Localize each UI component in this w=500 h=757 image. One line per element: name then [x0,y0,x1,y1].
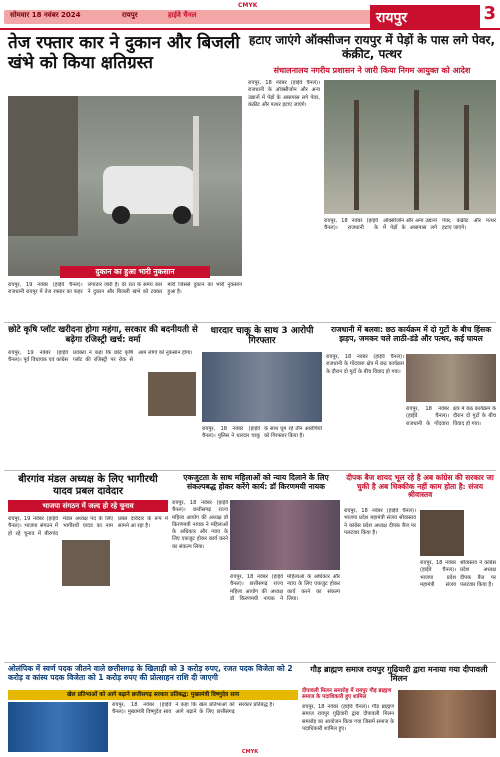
knife-photo [202,352,322,422]
rajdhani-photo [406,354,496,402]
rajdhani-body: रायपुर, 18 नवंबर (हाईवे चैनल)। राजधानी के गोंदवारा क्षेत्र में छठ कार्यक्रम के दौरान दो गुटों के बीच विवाद हो गया। [326,354,404,375]
rajdhani-body-cont: रायपुर, 18 नवंबर (हाईवे चैनल)। राजधानी के गोंदवारा क्षेत्र में छठ कार्यक्रम के दौरान दो गुटों के बीच विवाद हो गया। [406,406,496,427]
masthead [0,0,500,30]
masthead-date: सोमवार 18 नवंबर 2024 [10,11,81,19]
deepak-headline: दीपक बैज शायद भूल रहे है अब कांग्रेस की सरकार जा चुकी है अब धिक्कीक नहीं काम होता है: संजय श्रीवास्तव [346,473,494,500]
oxygen-headline: हटाए जाएंगे ऑक्सीजन रायपुर में पेड़ों के पास लगे पेवर, कंक्रीट, पत्थर [248,33,496,61]
deepak-body: रायपुर, 18 नवंबर (हाईवे चैनल)। भाजपा प्रदेश महामंत्री संजय श्रीवास्तव ने कांग्रेस प्रदेश अध्यक्ष दीपक बैज पर पलटवार किया है। [344,508,416,536]
deepak-portrait [420,510,464,556]
gaud-photo [398,690,496,738]
car-photo-caption: दुकान का हुआ भारी नुकसान [60,266,210,278]
oxygen-subhead: संचालनालय नगरीय प्रशासन ने जारी किया निगम आयुक्त को आदेश [273,66,471,75]
olympic-banner: खेल प्रतिभाओं को आगे बढ़ाने छत्तीसगढ़ सरकार प्रतिबद्ध: मुख्यमंत्री विष्णुदेव साय [8,690,298,700]
gaud-subhead: दीपावली मिलन समारोह में रायपुर गौड़ ब्राह्मण समाज के पदाधिकारी हुए शामिल [302,688,392,701]
plot-headline: छोटे कृषि प्लॉट खरीदना होगा महंगा, सरकार की बदनीयती से बढ़ेगा रजिस्ट्री खर्च: वर्मा [8,325,198,345]
masthead-brand: हाईवे चैनल [168,11,197,19]
plot-portrait [148,372,196,416]
car-photo [8,96,242,276]
olympic-body: रायपुर, 18 नवंबर (हाईवे चैनल)। मुख्यमंत्री विष्णुदेव साय ने कहा कि खेल प्रतिभाओं को आगे बढ़ाने के लिए छत्तीसगढ़ सरकार प्रतिबद्ध है। [112,702,275,716]
page-number: 3 [483,3,496,24]
divider [4,470,496,471]
divider [4,662,496,663]
cmyk-footer: CMYK [241,749,259,755]
beerganv-banner: भाजपा संगठन में जल्द हो रहे चुनाव [8,500,168,512]
ekjutata-photo [230,500,340,570]
oxygen-photo [324,80,496,214]
deepak-body-cont: रायपुर, 18 नवंबर (हाईवे चैनल)। भाजपा प्रदेश महामंत्री संजय श्रीवास्तव ने कांग्रेस प्रदेश अध्यक्ष दीपक बैज पर पलटवार किया है। [420,560,496,588]
olympic-headline: ओलंपिक में स्वर्ण पदक जीतने वाले छत्तीसगढ़ के खिलाड़ी को 3 करोड़ रुपए, रजत पदक विजेता को 2 करोड़ व कांस्य पदक विजेता को 1 करोड़ रुपए की प्रोत्साहन राशि दी जाएगी [8,664,293,682]
olympic-photo [8,702,108,752]
gaud-body: रायपुर, 18 नवंबर (हाईवे चैनल)। गौड़ ब्राह्मण समाज रायपुर गुढ़ियारी द्वारा दीपावली मिलन समारोह का आयोजन किया गया जिसमें समाज के पदाधिकारी शामिल हुए। [302,704,394,732]
gaud-headline: गौड़ ब्राह्मण समाज रायपुर गुढ़ियारी द्वारा मनाया गया दीपावली मिलन [310,665,488,684]
beerganv-portrait [62,540,110,586]
ekjutata-body: रायपुर, 18 नवंबर (हाईवे चैनल)। छत्तीसगढ़ राज्य महिला आयोग की अध्यक्ष डॉ किरणमयी नायक ने महिलाओं के अधिकार और न्याय के लिए एकजुट होकर कार्य करने का संकल्प लिया। [172,500,228,550]
divider [4,322,496,323]
masthead-city-small: रायपुर [122,11,138,19]
city-tag: रायपुर [370,5,480,29]
car-body: रायपुर, 19 नवंबर (हाईवे चैनल)। राजधानी रायपुर में तेज रफ्तार का कहर लगातार जारी है। देर रात के समय कार ने दुकान और बिजली खंभे को टक्कर मारी जिससे दुकान का भारी नुकसान हुआ है। [8,282,242,296]
rajdhani-headline: राजधानी में बलवा: छठ कार्यक्रम में दो गुटों के बीच हिंसक झड़प, जमकर चले लाठी-डंडे और पत्थर, कई घायल [330,325,492,343]
beerganv-body: रायपुर, 19 नवंबर (हाईवे चैनल)। भाजपा संगठन में हो रहे चुनाव में बीरगांव मंडल अध्यक्ष पद के लिए भागीरथी यादव का नाम प्रबल दावेदार के रूप में सामने आ रहा है। [8,516,168,537]
knife-body: रायपुर, 18 नवंबर (हाईवे चैनल)। पुलिस ने धारदार चाकू के साथ घूम रहे तीन आरोपियों को गिरफ्तार किया है। [202,426,322,440]
ekjutata-body-cont: रायपुर, 18 नवंबर (हाईवे चैनल)। छत्तीसगढ़ राज्य महिला आयोग की अध्यक्ष डॉ किरणमयी नायक ने महिलाओं के अधिकार और न्याय के लिए एकजुट होकर कार्य करने का संकल्प लिया। [230,574,340,602]
ekjutata-headline: एकजुटता के साथ महिलाओं को न्याय दिलाने के लिए संकल्पबद्ध होकर करेंगे कार्य: डॉ किरणमयी नायक [183,473,329,491]
oxygen-body: रायपुर, 18 नवंबर (हाईवे चैनल)। राजधानी के ऑक्सीजोन और अन्य उद्यानों में पेड़ों के आसपास लगे पेवर, कंक्रीट और पत्थर हटाए जाएंगे। [248,80,320,108]
car-headline: तेज रफ्तार कार ने दुकान और बिजली खंभे को किया क्षतिग्रस्त [8,33,240,73]
knife-headline: धारदार चाकू के साथ 3 आरोपी गिरफ्तार [210,326,314,347]
beerganv-headline: बीरगांव मंडल अध्यक्ष के लिए भागीरथी यादव प्रबल दावेदार [18,474,158,497]
cmyk-label: CMYK [238,2,258,9]
plot-body: रायपुर, 19 नवंबर (हाईवे चैनल)। पूर्व विधायक एवं कांग्रेस प्रवक्ता ने कहा कि छोटे कृषि प्लॉट की रजिस्ट्री पर रोक से आम लोगों को नुकसान होगा। [8,350,193,364]
oxygen-body-cont: रायपुर, 18 नवंबर (हाईवे चैनल)। राजधानी के ऑक्सीजोन और अन्य उद्यानों में पेड़ों के आसपास लगे पेवर, कंक्रीट और पत्थर हटाए जाएंगे। [324,218,496,232]
